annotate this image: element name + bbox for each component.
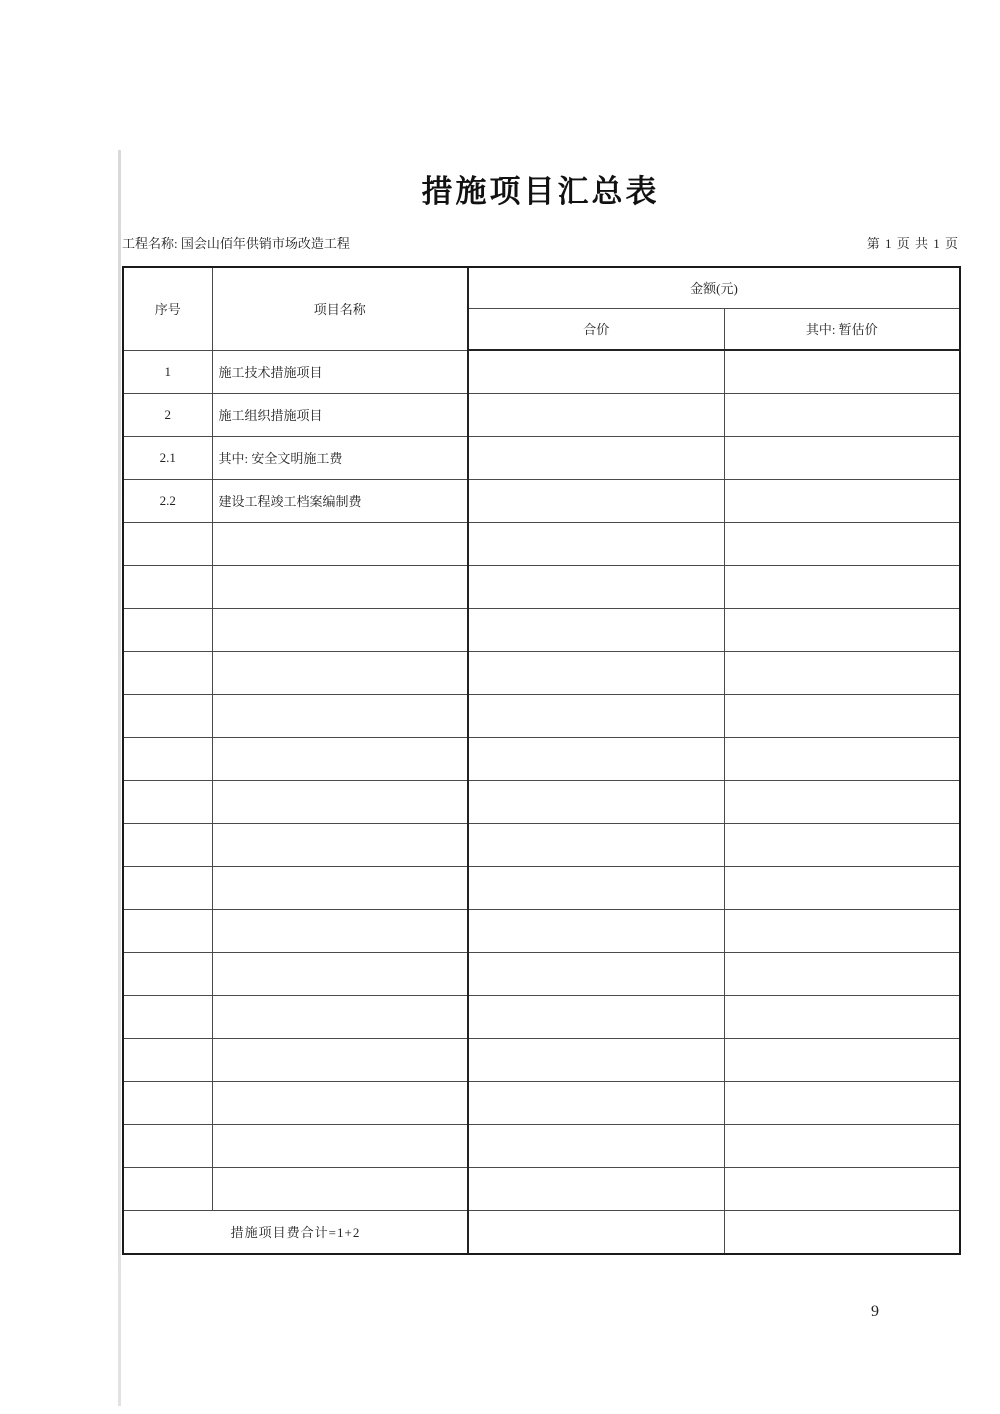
- cell-total-price: [468, 952, 724, 995]
- cell-total-price: [468, 436, 724, 479]
- table-row: [123, 909, 960, 952]
- cell-seq: [123, 909, 212, 952]
- table-row: [123, 479, 960, 522]
- cell-project-name: [212, 1081, 468, 1124]
- cell-total-price: [468, 522, 724, 565]
- cell-estimated-price: [724, 1167, 960, 1210]
- scan-artifact-line: [118, 150, 121, 1406]
- cell-project-name: [212, 780, 468, 823]
- cell-seq: [123, 1124, 212, 1167]
- cell-project-name: [212, 565, 468, 608]
- cell-total-price: [468, 565, 724, 608]
- cell-project-name: [212, 1038, 468, 1081]
- cell-estimated-price: [724, 866, 960, 909]
- table-row: [123, 608, 960, 651]
- cell-total-price: [468, 780, 724, 823]
- cell-seq: 2: [123, 393, 212, 436]
- cell-project-name: [212, 694, 468, 737]
- document-meta-row: [122, 233, 959, 252]
- cell-total-price: [468, 350, 724, 393]
- cell-estimated-price: [724, 350, 960, 393]
- cell-seq: [123, 522, 212, 565]
- cell-seq: [123, 737, 212, 780]
- cell-seq: 2.1: [123, 436, 212, 479]
- cell-project-name: [212, 995, 468, 1038]
- cell-total-price: [468, 823, 724, 866]
- page-title: 措施项目汇总表: [421, 174, 660, 209]
- header-amount-group: 金额(元): [468, 267, 960, 308]
- cell-total-price: [468, 651, 724, 694]
- header-seq: 序号: [123, 267, 212, 350]
- table-row: [123, 694, 960, 737]
- table-header: [123, 267, 960, 350]
- cell-project-name: [212, 608, 468, 651]
- cell-project-name: 施工技术措施项目: [212, 350, 468, 393]
- cell-estimated-price: [724, 780, 960, 823]
- total-row-label: 措施项目费合计=1+2: [123, 1210, 468, 1254]
- project-name-label: 工程名称: 国会山佰年供销市场改造工程: [122, 236, 350, 251]
- cell-project-name: 其中: 安全文明施工费: [212, 436, 468, 479]
- cell-seq: [123, 608, 212, 651]
- cell-project-name: [212, 866, 468, 909]
- table-row: [123, 522, 960, 565]
- table-row: [123, 737, 960, 780]
- table-row: [123, 1081, 960, 1124]
- table-row: [123, 436, 960, 479]
- cell-seq: [123, 1167, 212, 1210]
- cell-project-name: [212, 909, 468, 952]
- cell-estimated-price: [724, 436, 960, 479]
- table-row: [123, 952, 960, 995]
- cell-project-name: [212, 823, 468, 866]
- header-estimated-price: 其中: 暂估价: [724, 308, 960, 350]
- cell-project-name: [212, 952, 468, 995]
- summary-table: [122, 266, 961, 1255]
- cell-seq: 1: [123, 350, 212, 393]
- table-body: [123, 350, 960, 1210]
- table-row: [123, 780, 960, 823]
- cell-total-price: [468, 737, 724, 780]
- table-row: [123, 1038, 960, 1081]
- cell-project-name: [212, 1124, 468, 1167]
- cell-seq: [123, 565, 212, 608]
- cell-seq: [123, 1038, 212, 1081]
- cell-estimated-price: [724, 909, 960, 952]
- cell-estimated-price: [724, 1081, 960, 1124]
- table-row: [123, 1124, 960, 1167]
- cell-seq: [123, 952, 212, 995]
- cell-seq: 2.2: [123, 479, 212, 522]
- cell-seq: [123, 1081, 212, 1124]
- header-name: 项目名称: [212, 267, 468, 350]
- table-row: [123, 565, 960, 608]
- cell-seq: [123, 694, 212, 737]
- cell-estimated-price: [724, 995, 960, 1038]
- cell-estimated-price: [724, 565, 960, 608]
- cell-total-price: [468, 909, 724, 952]
- total-row-total-price: [468, 1210, 724, 1254]
- page-number: 9: [871, 1303, 879, 1320]
- cell-estimated-price: [724, 737, 960, 780]
- cell-estimated-price: [724, 651, 960, 694]
- cell-seq: [123, 995, 212, 1038]
- cell-total-price: [468, 1167, 724, 1210]
- cell-total-price: [468, 1038, 724, 1081]
- cell-total-price: [468, 1124, 724, 1167]
- cell-seq: [123, 823, 212, 866]
- total-row: [123, 1210, 960, 1254]
- cell-estimated-price: [724, 522, 960, 565]
- cell-project-name: [212, 1167, 468, 1210]
- table-row: [123, 866, 960, 909]
- cell-project-name: [212, 737, 468, 780]
- cell-estimated-price: [724, 608, 960, 651]
- cell-total-price: [468, 479, 724, 522]
- table-row: [123, 995, 960, 1038]
- cell-total-price: [468, 694, 724, 737]
- cell-project-name: 施工组织措施项目: [212, 393, 468, 436]
- page-indicator: 第 1 页 共 1 页: [866, 236, 959, 251]
- cell-estimated-price: [724, 479, 960, 522]
- cell-estimated-price: [724, 823, 960, 866]
- header-total-price: 合价: [468, 308, 724, 350]
- cell-total-price: [468, 995, 724, 1038]
- cell-project-name: [212, 522, 468, 565]
- cell-estimated-price: [724, 694, 960, 737]
- table-row: [123, 1167, 960, 1210]
- table-row: [123, 393, 960, 436]
- table-row: [123, 651, 960, 694]
- table-row: [123, 350, 960, 393]
- cell-estimated-price: [724, 393, 960, 436]
- cell-seq: [123, 651, 212, 694]
- cell-project-name: 建设工程竣工档案编制费: [212, 479, 468, 522]
- cell-project-name: [212, 651, 468, 694]
- cell-seq: [123, 780, 212, 823]
- total-row-estimated-price: [724, 1210, 960, 1254]
- cell-total-price: [468, 1081, 724, 1124]
- cell-seq: [123, 866, 212, 909]
- cell-total-price: [468, 608, 724, 651]
- cell-estimated-price: [724, 1124, 960, 1167]
- cell-total-price: [468, 866, 724, 909]
- table-footer: [123, 1210, 960, 1254]
- table-row: [123, 823, 960, 866]
- cell-estimated-price: [724, 1038, 960, 1081]
- cell-estimated-price: [724, 952, 960, 995]
- cell-total-price: [468, 393, 724, 436]
